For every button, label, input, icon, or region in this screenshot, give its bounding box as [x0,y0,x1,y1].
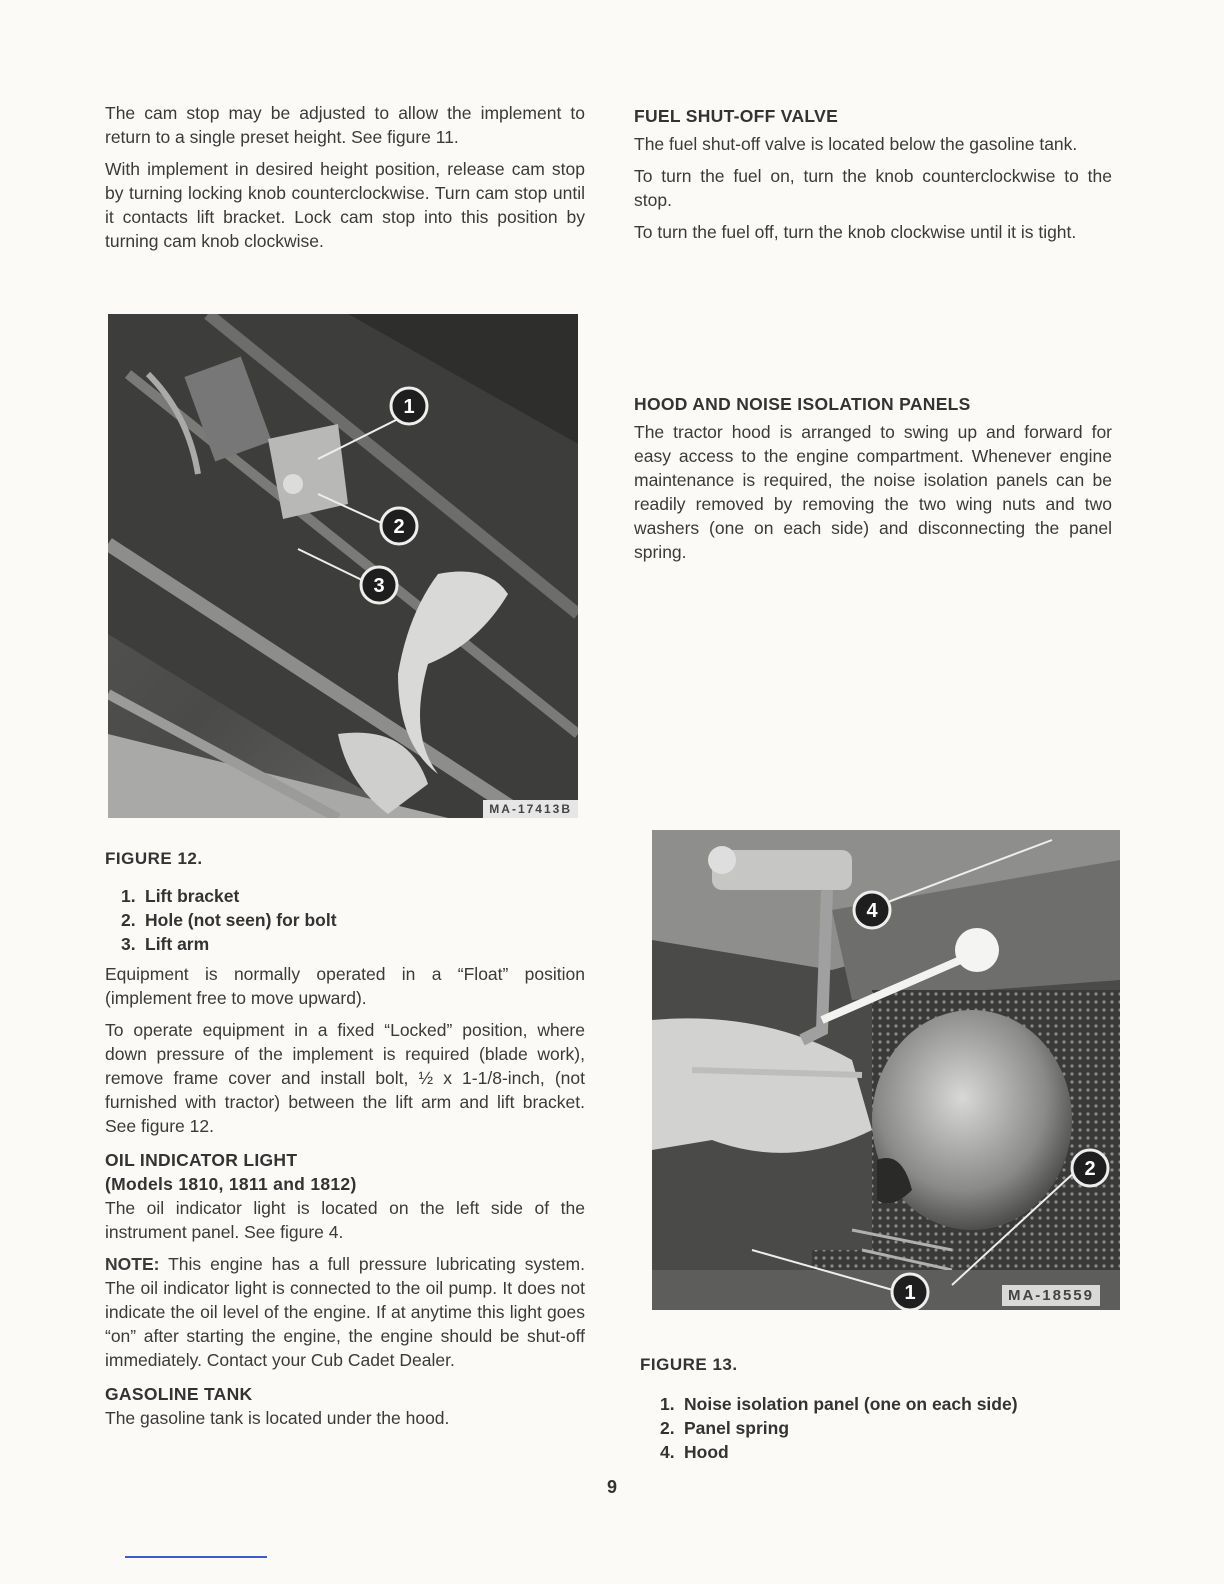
figure-13-legend [660,1392,1118,1464]
figure-12-photo [108,314,578,818]
figure-12-legend [121,884,585,956]
float-position-paragraph: Equipment is normally operated in a “Float” position (implement free to move upward). [105,964,585,1008]
figure-13-id-label: MA-18559 [1002,1285,1100,1306]
note-label: NOTE: [105,1254,160,1274]
left-intro [105,101,585,253]
figure-12-caption: FIGURE 12. [105,849,203,868]
figure-12-id-label: MA-17413B [483,800,578,818]
cam-stop-adjust-paragraph: With implement in desired height position, release cam stop by turning locking knob counterclockwise. Turn cam stop until it contacts lift bracket. Lock cam stop into this position by turning cam knob clockwise. [105,159,585,251]
left-lower [105,849,585,1430]
gasoline-tank-paragraph: The gasoline tank is located under the hood. [105,1408,450,1428]
legend-item: 4. Hood [660,1442,729,1462]
figure-13-photo [652,830,1120,1310]
svg-text:2: 2 [393,516,405,538]
right-lower [640,1355,1118,1464]
fuel-shutoff-heading: FUEL SHUT-OFF VALVE [634,106,839,126]
footer-rule [125,1556,267,1558]
svg-text:3: 3 [373,575,385,597]
oil-indicator-models: (Models 1810, 1811 and 1812) [105,1174,357,1194]
hood-panels-heading: HOOD AND NOISE ISOLATION PANELS [634,394,971,414]
locked-position-paragraph: To operate equipment in a fixed “Locked” position, where down pressure of the implement is required (blade work), remove frame cover and install bolt, ½ x 1-1/8-inch, (not furnished with tractor) between the lift arm and lift bracket. See figure 12. [105,1020,585,1136]
oil-indicator-heading: OIL INDICATOR LIGHT [105,1150,298,1170]
svg-text:4: 4 [866,900,878,922]
fuel-shutoff-paragraph-3: To turn the fuel off, turn the knob clockwise until it is tight. [634,222,1077,242]
svg-text:1: 1 [904,1282,916,1304]
legend-item: 1. Lift bracket [121,886,240,906]
cam-stop-paragraph: The cam stop may be adjusted to allow the implement to return to a single preset height. See figure 11. [105,103,585,147]
right-top [634,104,1112,244]
legend-item: 2. Panel spring [660,1418,790,1438]
legend-item: 3. Lift arm [121,934,210,954]
fuel-shutoff-paragraph-2: To turn the fuel on, turn the knob counterclockwise to the stop. [634,166,1112,210]
page-number: 9 [606,1477,617,1497]
note-paragraph: NOTE: This engine has a full pressure lubricating system. The oil indicator light is connected to the oil pump. It does not indicate the oil level of the engine. If at anytime this light goes “on” after starting the engine, the engine should be shut-off immediately. Contact your Cub Cadet Dealer. [105,1254,585,1370]
legend-item: 2. Hole (not seen) for bolt [121,910,337,930]
svg-text:2: 2 [1084,1158,1096,1180]
figure-13-caption: FIGURE 13. [640,1355,738,1374]
hood-panels-paragraph: The tractor hood is arranged to swing up and forward for easy access to the engine compartment. Whenever engine maintenance is required, the noise isolation panels can be readily removed by removing the two wing nuts and two washers (one on each side) and disconnecting the panel spring. [634,422,1112,562]
svg-text:1: 1 [403,396,415,418]
legend-item: 1. Noise isolation panel (one on each side) [660,1394,1018,1414]
fuel-shutoff-paragraph-1: The fuel shut-off valve is located below the gasoline tank. [634,134,1078,154]
right-middle [634,392,1112,564]
oil-indicator-paragraph: The oil indicator light is located on the left side of the instrument panel. See figure 4. [105,1198,585,1242]
gasoline-tank-heading: GASOLINE TANK [105,1384,253,1404]
